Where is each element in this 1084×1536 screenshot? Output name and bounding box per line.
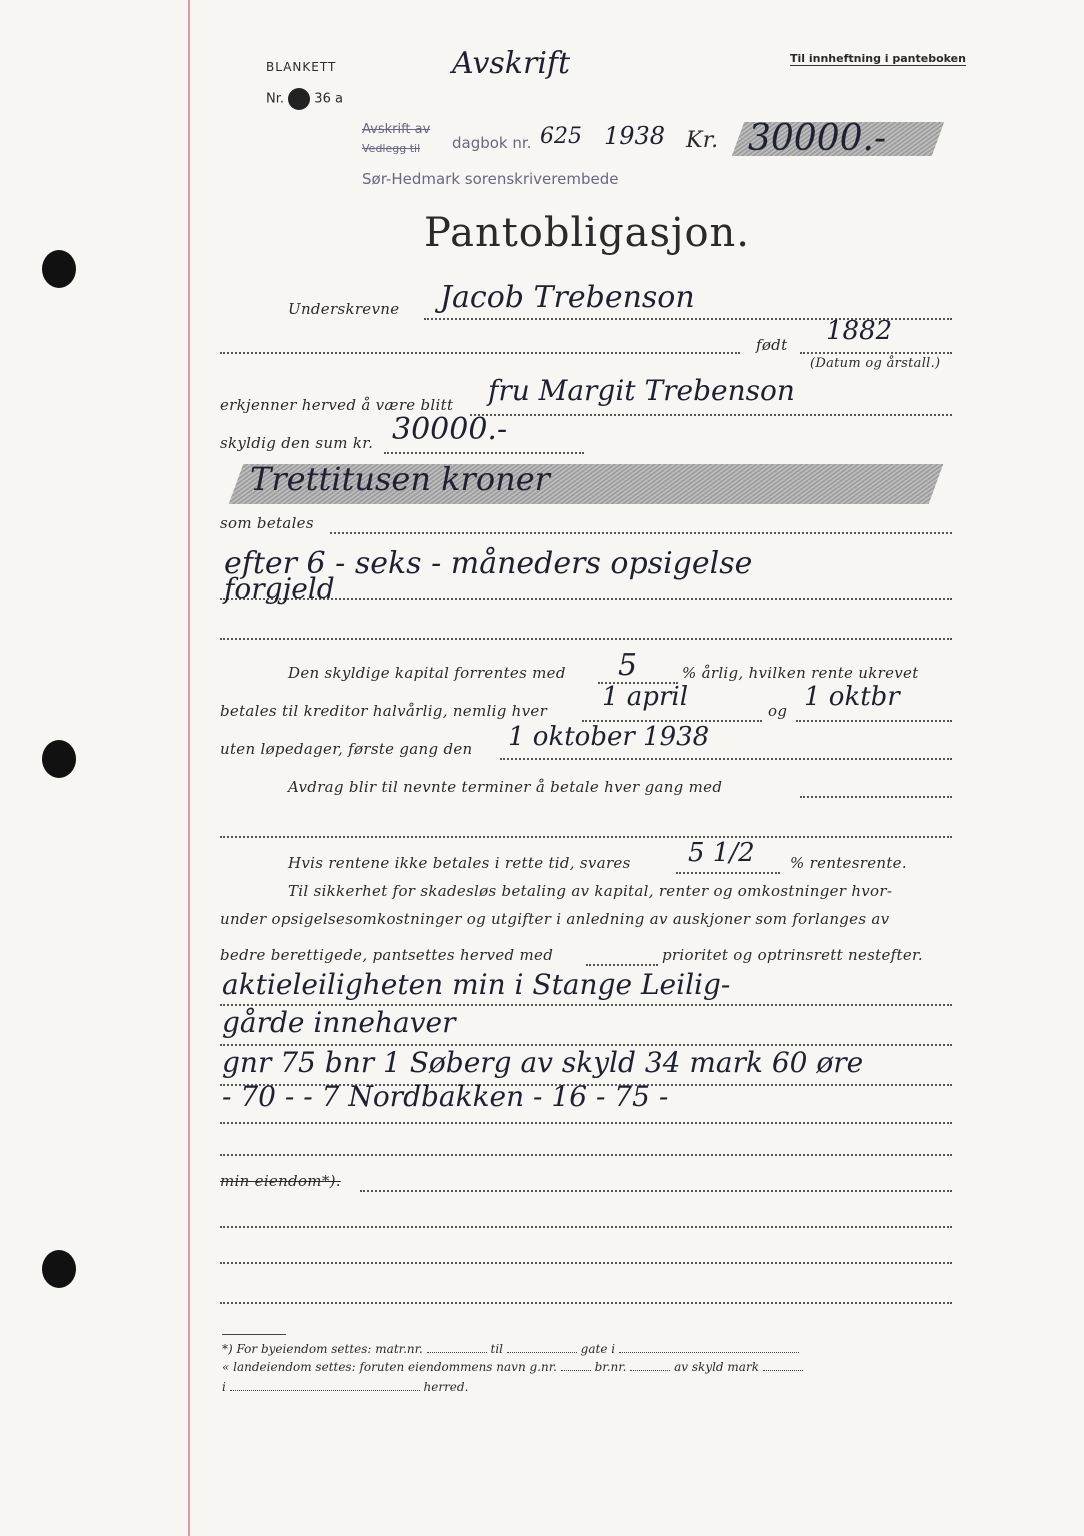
top-right-note: Til innheftning i panteboken <box>790 52 966 65</box>
og-label: og <box>768 702 788 720</box>
footnote-1c: gate i <box>580 1342 616 1356</box>
pant-value-2: gårde innehaver <box>222 1006 456 1039</box>
skyldig-value: 30000.- <box>392 412 508 447</box>
footnote-2c: av skyld mark <box>674 1360 759 1374</box>
blank-line-2 <box>220 1262 952 1264</box>
form-number <box>266 88 343 110</box>
dagbok-year: 1938 <box>604 122 666 150</box>
erkjenner-line <box>470 414 952 416</box>
som-betales-line <box>330 532 952 534</box>
footnote-3b: herred. <box>423 1380 469 1394</box>
underskrevne-value: Jacob Trebenson <box>440 280 695 315</box>
avdrag-label: Avdrag blir til nevnte terminer å betale hver gang med <box>288 778 723 796</box>
margin-line <box>188 0 190 1536</box>
binder-hole <box>42 250 76 288</box>
skyldig-label: skyldig den sum kr. <box>220 434 374 452</box>
rente-post: % årlig, hvilken rente ukrevet <box>682 664 919 682</box>
footnote-1a: *) For byeiendom settes: matr.nr. <box>222 1342 423 1356</box>
footnote-1 <box>222 1342 799 1356</box>
fodt-label: født <box>756 336 788 354</box>
name-line <box>220 352 740 354</box>
rente-pre: Den skyldige kapital forrentes med <box>288 664 566 682</box>
blank-line-3 <box>220 1302 952 1304</box>
erkjenner-value: fru Margit Trebenson <box>488 374 795 407</box>
rente-value: 5 <box>618 648 638 683</box>
footnote-3a: i <box>222 1380 226 1394</box>
pant-line-4 <box>220 1122 952 1124</box>
words-value: Trettitusen kroner <box>250 460 550 498</box>
hvis-post: % rentesrente. <box>790 854 907 872</box>
stamp-dagbok: dagbok nr. <box>452 134 532 152</box>
nr-label: Nr. <box>266 91 285 107</box>
lopedager-value: 1 oktober 1938 <box>508 722 710 752</box>
footnote-1b: til <box>490 1342 503 1356</box>
pant-value-4: - 70 - - 7 Nordbakken - 16 - 75 - <box>222 1080 669 1113</box>
office-stamp: Sør-Hedmark sorenskriverembede <box>362 170 619 188</box>
underskrevne-label: Underskrevne <box>288 300 400 318</box>
som-betales-label: som betales <box>220 514 314 532</box>
stamp-avskrift: Avskrift av <box>362 122 431 137</box>
erkjenner-label: erkjenner herved å være blitt <box>220 396 454 414</box>
sikkerhet-line-1: Til sikkerhet for skadesløs betaling av kapital, renter og omkostninger hvor- <box>288 882 893 900</box>
sikkerhet-line-2: under opsigelsesomkostninger og utgifter i anledning av auskjoner som forlanges av <box>220 910 890 928</box>
footnote-3 <box>222 1380 468 1394</box>
form-label: BLANKETT <box>266 60 337 74</box>
footnote-2b: br.nr. <box>594 1360 627 1374</box>
blank-line-1 <box>220 1226 952 1228</box>
datum-hint: (Datum og årstall.) <box>810 356 941 371</box>
eiendom-line <box>360 1190 952 1192</box>
hvis-pre: Hvis rentene ikke betales i rette tid, svares <box>288 854 631 872</box>
halvaarlig-label: betales til kreditor halvårlig, nemlig hver <box>220 702 548 720</box>
betales-line-3 <box>220 638 952 640</box>
pant-value-1: aktieleiligheten min i Stange Leilig- <box>222 968 731 1001</box>
fodt-line <box>800 352 952 354</box>
lopedager-line <box>500 758 952 760</box>
fodt-value: 1882 <box>826 316 893 346</box>
pant-value-3: gnr 75 bnr 1 Søberg av skyld 34 mark 60 øre <box>222 1046 864 1079</box>
page-title: Pantobligasjon. <box>424 210 751 256</box>
dagbok-number: 625 <box>540 124 582 149</box>
halvaarlig-line-2 <box>796 720 952 722</box>
kr-value: 30000.- <box>748 118 887 159</box>
prioritet-line <box>586 964 658 966</box>
lopedager-label: uten løpedager, første gang den <box>220 740 473 758</box>
avdrag-line <box>800 796 952 798</box>
hvis-value: 5 1/2 <box>688 838 755 868</box>
halvaarlig-value-2: 1 oktbr <box>804 682 900 712</box>
footnote-2a: « landeiendom settes: foruten eiendommens navn g.nr. <box>222 1360 557 1374</box>
footnote-2 <box>222 1360 803 1374</box>
sikkerhet-line-3a: bedre berettigede, pantsettes herved med <box>220 946 554 964</box>
betales-value-2: forgjeld <box>224 572 335 605</box>
coat-of-arms-icon <box>288 88 310 110</box>
handwritten-title: Avskrift <box>452 46 571 81</box>
betales-value-1: efter 6 - seks - måneders opsigelse <box>224 546 753 581</box>
eiendom-label: min eiendom*). <box>220 1172 341 1190</box>
nr-value: 36 a <box>314 91 343 107</box>
binder-hole <box>42 1250 76 1288</box>
halvaarlig-value-1: 1 april <box>602 682 689 712</box>
sikkerhet-line-3b: prioritet og optrinsrett nestefter. <box>662 946 923 964</box>
skyldig-line <box>384 452 584 454</box>
binder-hole <box>42 740 76 778</box>
avdrag-line-2 <box>220 836 952 838</box>
hvis-line <box>676 872 780 874</box>
stamp-vedlegg: Vedlegg til <box>362 142 421 155</box>
pant-line-5 <box>220 1154 952 1156</box>
footnote-rule <box>222 1334 286 1335</box>
kr-label: Kr. <box>686 128 719 153</box>
